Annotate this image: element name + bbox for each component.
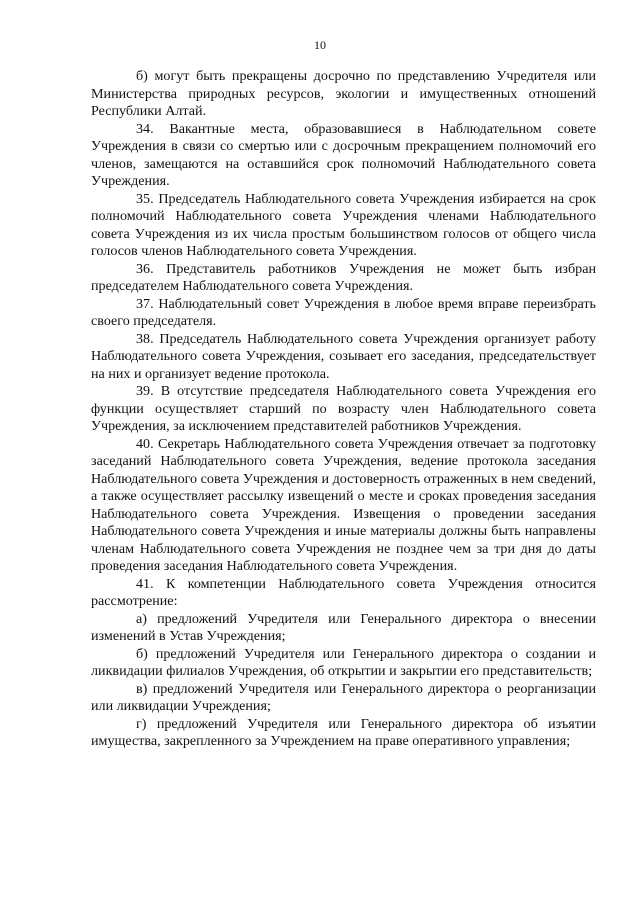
document-body: [91, 68, 596, 751]
paragraph-35: 35. Председатель Наблюдательного совета Учреждения избирается на срок полномочий Наблюдательного совета Учреждения членами Наблюдательного совета Учреждения из их числа простым большинством голосов от общего числа голосов членов Наблюдательного совета Учреждения.: [91, 190, 596, 259]
paragraph-40: 40. Секретарь Наблюдательного совета Учреждения отвечает за подготовку заседаний Наблюдательного совета Учреждения, ведение протокола заседания Наблюдательного совета Учреждения и достоверность отраженных в нем сведений, а также осуществляет рассылку извещений о месте и сроках проведения заседания Наблюдательного совета Учреждения. Извещения о проведении заседания Наблюдательного совета Учреждения и иные материалы должны быть направлены членам Наблюдательного совета Учреждения не позднее чем за три дня до даты проведения заседания Наблюдательного совета Учреждения.: [91, 435, 596, 574]
list-item-b: б) предложений Учредителя или Генерального директора о создании и ликвидации филиалов Учреждения, об открытии и закрытии его представительств;: [91, 645, 596, 679]
list-item-v: в) предложений Учредителя или Генерального директора о реорганизации или ликвидации Учреждения;: [91, 680, 596, 714]
page-number: 10: [314, 38, 326, 52]
paragraph-41: 41. К компетенции Наблюдательного совета Учреждения относится рассмотрение:: [91, 575, 596, 609]
paragraph-b-termination: б) могут быть прекращены досрочно по представлению Учредителя или Министерства природных ресурсов, экологии и имущественных отношений Республики Алтай.: [91, 68, 596, 119]
paragraph-39: 39. В отсутствие председателя Наблюдательного совета Учреждения его функции осуществляет старший по возрасту член Наблюдательного совета Учреждения, за исключением представителей работников Учреждения.: [91, 383, 596, 434]
paragraph-38: 38. Председатель Наблюдательного совета Учреждения организует работу Наблюдательного совета Учреждения, созывает его заседания, председательствует на них и организует ведение протокола.: [91, 330, 596, 382]
paragraph-36: 36. Представитель работников Учреждения не может быть избран председателем Наблюдательного совета Учреждения.: [91, 260, 596, 294]
paragraph-34: 34. Вакантные места, образовавшиеся в Наблюдательном совете Учреждения в связи со смертью или с досрочным прекращением полномочий его членов, замещаются на оставшийся срок полномочий Наблюдательного совета Учреждения.: [91, 120, 596, 189]
list-item-g: г) предложений Учредителя или Генерального директора об изъятии имущества, закрепленного за Учреждением на праве оперативного управления;: [91, 715, 596, 749]
paragraph-37: 37. Наблюдательный совет Учреждения в любое время вправе переизбрать своего председателя.: [91, 295, 596, 329]
list-item-a: а) предложений Учредителя или Генерального директора о внесении изменений в Устав Учреждения;: [91, 610, 596, 644]
